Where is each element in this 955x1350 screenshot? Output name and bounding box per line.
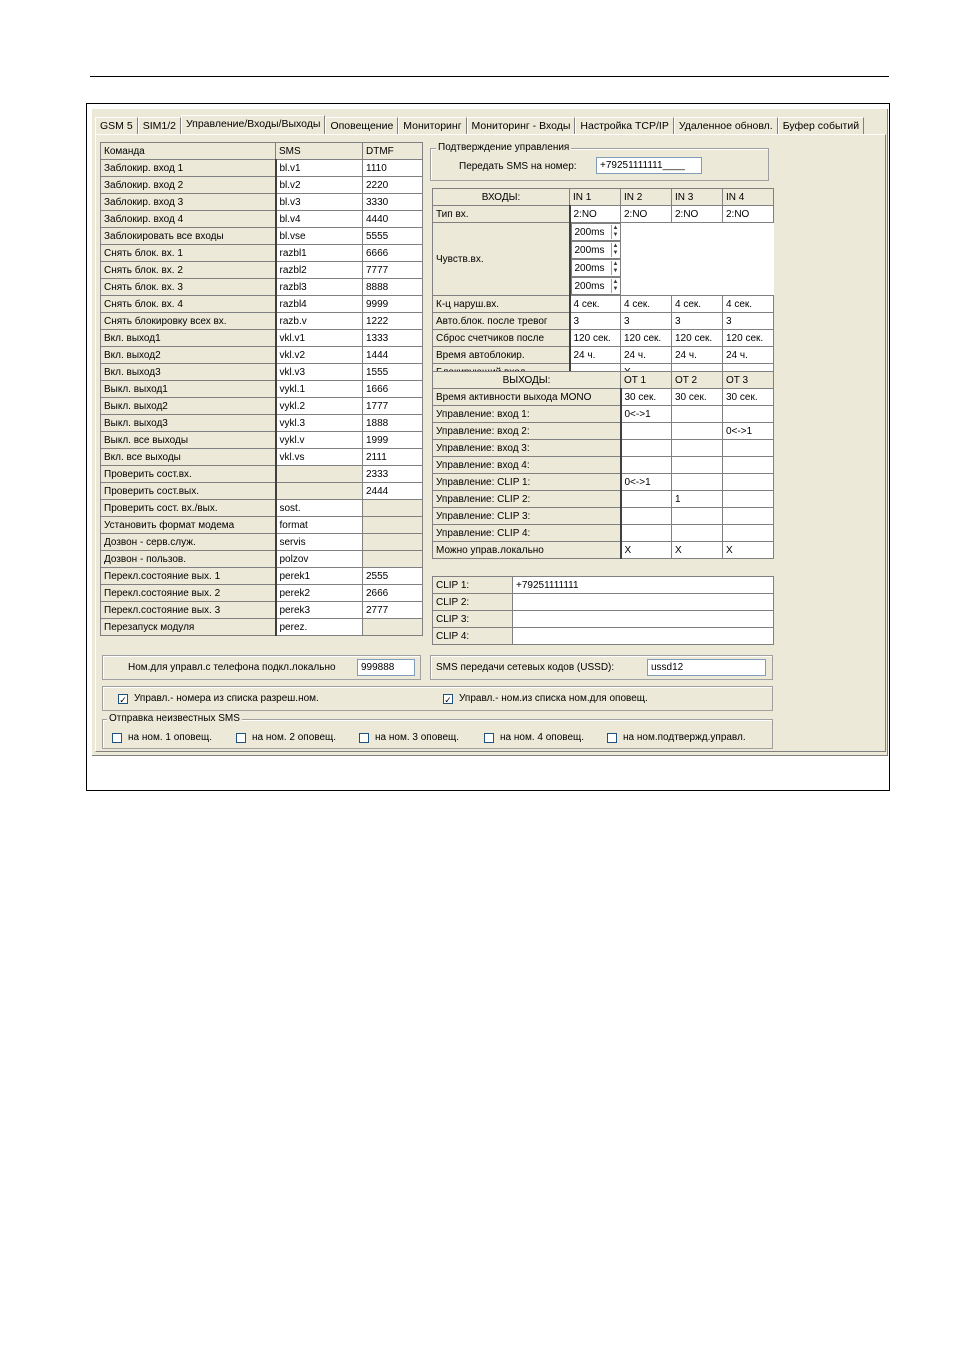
notify-list-checkbox[interactable] <box>443 693 648 704</box>
input-param-value[interactable]: 3 <box>621 313 672 330</box>
input-param-value[interactable]: 120 сек. <box>672 330 723 347</box>
command-dtmf-code[interactable]: 6666 <box>363 245 423 262</box>
command-name: Дозвон - пользов. <box>101 551 276 568</box>
command-name: Перекл.состояние вых. 1 <box>101 568 276 585</box>
input-param-value[interactable]: 3 <box>672 313 723 330</box>
command-dtmf-code[interactable]: 1777 <box>363 398 423 415</box>
outputs-header-ot1: OT 1 <box>621 372 672 389</box>
command-sms-code[interactable]: vykl.v <box>276 432 363 449</box>
table-row <box>101 262 423 279</box>
command-sms-code[interactable]: sost. <box>276 500 363 517</box>
tab-monitoring-inputs[interactable]: Мониторинг - Входы <box>467 117 576 134</box>
command-name: Установить формат модема <box>101 517 276 534</box>
output-param-value[interactable]: 0<->1 <box>621 406 672 423</box>
command-name: Заблокир. вход 1 <box>101 160 276 177</box>
command-dtmf-code[interactable]: 2777 <box>363 602 423 619</box>
table-row <box>101 228 423 245</box>
command-dtmf-code[interactable]: 3330 <box>363 194 423 211</box>
local-phone-group <box>102 655 421 680</box>
command-sms-code[interactable]: perek2 <box>276 585 363 602</box>
output-param-value[interactable] <box>723 457 774 474</box>
allowed-list-checkbox-label: Управл.- номера из списка разреш.ном. <box>134 693 319 704</box>
command-name: Выкл. выход2 <box>101 398 276 415</box>
outputs-table <box>432 371 774 559</box>
commands-table <box>100 142 423 636</box>
tab-monitoring[interactable]: Мониторинг <box>398 117 466 134</box>
command-sms-code[interactable]: servis <box>276 534 363 551</box>
command-name: Вкл. выход2 <box>101 347 276 364</box>
command-sms-code[interactable]: razbl2 <box>276 262 363 279</box>
table-row <box>433 330 774 347</box>
output-param-label: Можно управ.локально <box>433 542 621 559</box>
command-dtmf-code[interactable]: 1999 <box>363 432 423 449</box>
unknown-sms-option-label: на ном. 1 оповещ. <box>128 732 213 743</box>
table-row <box>101 211 423 228</box>
confirm-sms-label: Передать SMS на номер: <box>459 161 577 172</box>
tab-event-buffer[interactable]: Буфер событий <box>778 117 864 134</box>
command-sms-code[interactable]: bl.v4 <box>276 211 363 228</box>
table-row <box>101 585 423 602</box>
command-name: Вкл. все выходы <box>101 449 276 466</box>
table-row <box>433 406 774 423</box>
output-param-label: Время активности выхода MONO <box>433 389 621 406</box>
checkbox-box[interactable] <box>359 733 369 743</box>
command-sms-code[interactable]: razbl3 <box>276 279 363 296</box>
unknown-sms-option-label: на ном. 3 оповещ. <box>375 732 460 743</box>
table-row <box>433 542 774 559</box>
allowed-list-checkbox[interactable] <box>118 693 319 704</box>
table-row <box>433 474 774 491</box>
table-row <box>101 296 423 313</box>
table-row <box>433 525 774 542</box>
input-param-value[interactable]: 24 ч. <box>723 347 774 364</box>
table-row <box>101 500 423 517</box>
input-sensitivity-value: 200ms <box>574 226 605 238</box>
clip-number-input[interactable] <box>513 628 774 645</box>
output-param-label: Управление: вход 3: <box>433 440 621 457</box>
spin-arrows-icon[interactable]: ▲ ▼ <box>611 243 620 257</box>
checkbox-box[interactable] <box>236 733 246 743</box>
input-param-value[interactable]: 120 сек. <box>570 330 621 347</box>
output-param-label: Управление: вход 2: <box>433 423 621 440</box>
command-sms-code[interactable]: polzov <box>276 551 363 568</box>
unknown-sms-option-checkbox[interactable] <box>484 732 584 743</box>
outputs-header-ot3: OT 3 <box>723 372 774 389</box>
input-param-label: Тип вх. <box>433 206 570 223</box>
table-row <box>101 449 423 466</box>
local-phone-input[interactable]: 999888 <box>357 659 415 676</box>
input-sensitivity-value: 200ms <box>574 244 605 256</box>
input-param-label: К-ц наруш.вх. <box>433 296 570 313</box>
commands-header-dtmf: DTMF <box>363 143 423 160</box>
input-param-label: Авто.блок. после тревог <box>433 313 570 330</box>
output-param-value[interactable] <box>672 457 723 474</box>
input-param-value[interactable]: 2:NO <box>672 206 723 223</box>
command-name: Снять блокировку всех вх. <box>101 313 276 330</box>
command-sms-code[interactable] <box>276 466 363 483</box>
output-param-value[interactable] <box>621 508 672 525</box>
command-sms-code[interactable]: vykl.2 <box>276 398 363 415</box>
command-name: Проверить сост.вых. <box>101 483 276 500</box>
table-row <box>433 611 774 628</box>
input-sensitivity-spinner[interactable] <box>571 259 621 277</box>
input-param-value[interactable]: 4 сек. <box>621 296 672 313</box>
command-sms-code[interactable]: perek1 <box>276 568 363 585</box>
table-row <box>101 534 423 551</box>
table-row <box>101 177 423 194</box>
command-dtmf-code[interactable]: 1888 <box>363 415 423 432</box>
output-param-value[interactable] <box>621 525 672 542</box>
command-dtmf-code[interactable]: 5555 <box>363 228 423 245</box>
checkbox-box[interactable] <box>112 733 122 743</box>
command-name: Перекл.состояние вых. 2 <box>101 585 276 602</box>
output-param-value[interactable]: 30 сек. <box>621 389 672 406</box>
command-dtmf-code[interactable]: 8888 <box>363 279 423 296</box>
input-param-label: Чувств.вх. <box>433 223 570 296</box>
command-dtmf-code[interactable] <box>363 534 423 551</box>
outputs-header-label: ВЫХОДЫ: <box>433 372 621 389</box>
tab-control-inputs-outputs[interactable]: Управление/Входы/Выходы <box>181 115 325 134</box>
table-row <box>101 194 423 211</box>
figure-frame <box>86 103 890 791</box>
command-dtmf-code[interactable]: 1222 <box>363 313 423 330</box>
checkbox-box[interactable] <box>484 733 494 743</box>
local-phone-label: Ном.для управл.с телефона подкл.локально <box>128 662 336 673</box>
command-sms-code[interactable]: razbl4 <box>276 296 363 313</box>
inputs-header-in3: IN 3 <box>672 189 723 206</box>
table-row <box>101 568 423 585</box>
command-dtmf-code[interactable]: 2111 <box>363 449 423 466</box>
input-param-value[interactable]: 4 сек. <box>723 296 774 313</box>
command-dtmf-code[interactable]: 1555 <box>363 364 423 381</box>
output-param-value[interactable] <box>621 457 672 474</box>
output-param-value[interactable] <box>723 491 774 508</box>
command-name: Перекл.состояние вых. 3 <box>101 602 276 619</box>
table-row <box>101 381 423 398</box>
output-param-label: Управление: CLIP 3: <box>433 508 621 525</box>
tab-notification[interactable]: Оповещение <box>325 117 398 134</box>
command-dtmf-code[interactable] <box>363 500 423 517</box>
clip-number-input[interactable]: +79251111111 <box>513 577 774 594</box>
table-row <box>433 491 774 508</box>
allowed-list-checkbox-box[interactable]: ✓ <box>119 694 127 705</box>
output-param-value[interactable]: X <box>672 542 723 559</box>
unknown-sms-option-checkbox[interactable] <box>112 732 212 743</box>
output-param-label: Управление: вход 1: <box>433 406 621 423</box>
ussd-input[interactable]: ussd12 <box>647 659 766 676</box>
input-param-value[interactable]: 24 ч. <box>570 347 621 364</box>
command-dtmf-code[interactable]: 4440 <box>363 211 423 228</box>
command-dtmf-code[interactable]: 1333 <box>363 330 423 347</box>
command-name: Вкл. выход1 <box>101 330 276 347</box>
clip-number-input[interactable] <box>513 594 774 611</box>
output-param-value[interactable]: 30 сек. <box>723 389 774 406</box>
table-row <box>433 313 774 330</box>
command-name: Заблокир. вход 2 <box>101 177 276 194</box>
input-param-value[interactable]: 120 сек. <box>621 330 672 347</box>
command-dtmf-code[interactable]: 2333 <box>363 466 423 483</box>
ussd-group <box>430 655 773 680</box>
output-param-value[interactable] <box>672 423 723 440</box>
clip-label: CLIP 3: <box>433 611 513 628</box>
table-row <box>101 619 423 636</box>
clip-label: CLIP 1: <box>433 577 513 594</box>
table-row <box>433 594 774 611</box>
commands-header-command: Команда <box>101 143 276 160</box>
settings-window <box>92 109 888 756</box>
inputs-header-in2: IN 2 <box>621 189 672 206</box>
input-param-label: Сброс счетчиков после <box>433 330 570 347</box>
unknown-sms-legend: Отправка неизвестных SMS <box>109 713 240 724</box>
table-row <box>433 628 774 645</box>
unknown-sms-option-label: на ном. 4 оповещ. <box>500 732 585 743</box>
unknown-sms-option-label: на ном. 2 оповещ. <box>252 732 337 743</box>
tab-bar <box>95 116 864 134</box>
command-dtmf-code[interactable] <box>363 551 423 568</box>
table-row <box>101 483 423 500</box>
command-name: Снять блок. вх. 1 <box>101 245 276 262</box>
table-row <box>101 398 423 415</box>
output-param-label: Управление: CLIP 1: <box>433 474 621 491</box>
command-sms-code[interactable]: perek3 <box>276 602 363 619</box>
table-row <box>101 279 423 296</box>
confirm-legend: Подтверждение управления <box>438 142 570 153</box>
input-param-value[interactable]: 3 <box>570 313 621 330</box>
table-row <box>101 602 423 619</box>
commands-header-sms: SMS <box>276 143 363 160</box>
input-param-value[interactable]: 24 ч. <box>621 347 672 364</box>
tab-remote-update[interactable]: Удаленное обновл. <box>674 117 778 134</box>
command-name: Проверить сост. вх./вых. <box>101 500 276 517</box>
command-sms-code[interactable]: bl.v3 <box>276 194 363 211</box>
ussd-label: SMS передачи сетевых кодов (USSD): <box>436 662 615 673</box>
table-row <box>101 364 423 381</box>
unknown-sms-group <box>102 713 773 749</box>
command-name: Заблокир. вход 4 <box>101 211 276 228</box>
inputs-header-in1: IN 1 <box>570 189 621 206</box>
inputs-header-label: ВХОДЫ: <box>433 189 570 206</box>
command-name: Снять блок. вх. 4 <box>101 296 276 313</box>
table-row <box>433 508 774 525</box>
input-param-label: Время автоблокир. <box>433 347 570 364</box>
output-param-value[interactable] <box>621 423 672 440</box>
command-name: Заблокировать все входы <box>101 228 276 245</box>
command-name: Выкл. все выходы <box>101 432 276 449</box>
command-dtmf-code[interactable]: 2555 <box>363 568 423 585</box>
clip-table <box>432 576 774 645</box>
command-name: Вкл. выход3 <box>101 364 276 381</box>
command-sms-code[interactable]: vkl.v1 <box>276 330 363 347</box>
confirm-sms-number-input[interactable]: +79251111111____ <box>596 157 702 174</box>
input-param-value[interactable]: 2:NO <box>723 206 774 223</box>
command-name: Дозвон - серв.служ. <box>101 534 276 551</box>
output-param-value[interactable] <box>723 474 774 491</box>
output-param-label: Управление: вход 4: <box>433 457 621 474</box>
inputs-header-in4: IN 4 <box>723 189 774 206</box>
unknown-sms-option-checkbox[interactable] <box>359 732 459 743</box>
input-param-value[interactable]: 3 <box>723 313 774 330</box>
output-param-value[interactable]: 30 сек. <box>672 389 723 406</box>
output-param-value[interactable] <box>723 440 774 457</box>
command-dtmf-code[interactable]: 1666 <box>363 381 423 398</box>
table-row <box>433 206 774 223</box>
clip-number-input[interactable] <box>513 611 774 628</box>
command-sms-code[interactable]: vkl.v3 <box>276 364 363 381</box>
unknown-sms-option-checkbox[interactable] <box>236 732 336 743</box>
command-name: Проверить сост.вх. <box>101 466 276 483</box>
commands-header-row <box>101 143 423 160</box>
unknown-sms-option-label: на ном.подтвержд.управл. <box>623 732 746 743</box>
table-row <box>433 389 774 406</box>
input-param-value[interactable]: 120 сек. <box>723 330 774 347</box>
table-row <box>433 577 774 594</box>
command-name: Выкл. выход3 <box>101 415 276 432</box>
outputs-header-ot2: OT 2 <box>672 372 723 389</box>
command-name: Снять блок. вх. 2 <box>101 262 276 279</box>
output-param-value[interactable]: X <box>723 542 774 559</box>
table-row <box>101 245 423 262</box>
command-sms-code[interactable]: vkl.v2 <box>276 347 363 364</box>
command-sms-code[interactable]: format <box>276 517 363 534</box>
notify-list-checkbox-box[interactable]: ✓ <box>444 694 452 705</box>
table-row <box>101 160 423 177</box>
input-sensitivity-spinner[interactable] <box>571 223 621 241</box>
command-sms-code[interactable]: bl.v2 <box>276 177 363 194</box>
clip-label: CLIP 2: <box>433 594 513 611</box>
output-param-label: Управление: CLIP 4: <box>433 525 621 542</box>
table-row <box>101 517 423 534</box>
input-param-value[interactable]: 2:NO <box>570 206 621 223</box>
outputs-header-row <box>433 372 774 389</box>
command-sms-code[interactable]: bl.v1 <box>276 160 363 177</box>
output-param-value[interactable] <box>672 474 723 491</box>
command-sms-code[interactable]: razbl1 <box>276 245 363 262</box>
input-sensitivity-value: 200ms <box>574 262 605 274</box>
tab-panel <box>95 134 886 752</box>
command-dtmf-code[interactable]: 7777 <box>363 262 423 279</box>
tab-gsm5[interactable]: GSM 5 <box>95 117 138 134</box>
control-permissions-group <box>102 686 773 711</box>
output-param-value[interactable] <box>621 440 672 457</box>
table-row <box>101 347 423 364</box>
output-param-value[interactable] <box>672 508 723 525</box>
input-param-value[interactable]: 4 сек. <box>672 296 723 313</box>
command-sms-code[interactable]: bl.vse <box>276 228 363 245</box>
confirm-group <box>430 142 769 181</box>
command-name: Перезапуск модуля <box>101 619 276 636</box>
output-param-value[interactable]: 0<->1 <box>621 474 672 491</box>
table-row <box>433 223 774 296</box>
table-row <box>433 440 774 457</box>
input-sensitivity-value: 200ms <box>574 280 605 292</box>
checkbox-box[interactable] <box>607 733 617 743</box>
page-top-rule <box>90 76 889 77</box>
output-param-label: Управление: CLIP 2: <box>433 491 621 508</box>
table-row <box>433 457 774 474</box>
inputs-header-row <box>433 189 774 206</box>
output-param-value[interactable] <box>672 406 723 423</box>
command-dtmf-code[interactable]: 9999 <box>363 296 423 313</box>
clip-label: CLIP 4: <box>433 628 513 645</box>
output-param-value[interactable] <box>672 440 723 457</box>
output-param-value[interactable] <box>723 406 774 423</box>
input-param-value[interactable]: 24 ч. <box>672 347 723 364</box>
table-row <box>101 415 423 432</box>
spin-arrows-icon[interactable]: ▲ ▼ <box>611 225 620 239</box>
command-sms-code[interactable] <box>276 483 363 500</box>
table-row <box>101 432 423 449</box>
table-row <box>101 330 423 347</box>
command-sms-code[interactable]: vykl.3 <box>276 415 363 432</box>
spin-arrows-icon[interactable]: ▲ ▼ <box>611 279 620 293</box>
command-sms-code[interactable]: razb.v <box>276 313 363 330</box>
command-sms-code[interactable]: perez. <box>276 619 363 636</box>
command-dtmf-code[interactable]: 2220 <box>363 177 423 194</box>
output-param-value[interactable]: 0<->1 <box>723 423 774 440</box>
table-row <box>433 423 774 440</box>
table-row <box>101 551 423 568</box>
output-param-value[interactable] <box>723 508 774 525</box>
notify-list-checkbox-label: Управл.- ном.из списка ном.для оповещ. <box>459 693 648 704</box>
command-dtmf-code[interactable]: 1110 <box>363 160 423 177</box>
spin-arrows-icon[interactable]: ▲ ▼ <box>611 261 620 275</box>
input-sensitivity-spinner[interactable] <box>571 241 621 259</box>
command-dtmf-code[interactable] <box>363 517 423 534</box>
input-param-value[interactable]: 2:NO <box>621 206 672 223</box>
command-dtmf-code[interactable]: 1444 <box>363 347 423 364</box>
output-param-value[interactable]: 1 <box>672 491 723 508</box>
command-dtmf-code[interactable] <box>363 619 423 636</box>
table-row <box>101 466 423 483</box>
input-sensitivity-spinner[interactable] <box>571 277 621 295</box>
command-name: Заблокир. вход 3 <box>101 194 276 211</box>
command-name: Снять блок. вх. 3 <box>101 279 276 296</box>
input-param-value[interactable]: 4 сек. <box>570 296 621 313</box>
tab-tcpip-settings[interactable]: Настройка TCP/IP <box>575 117 673 134</box>
tab-sim12[interactable]: SIM1/2 <box>138 117 181 134</box>
unknown-sms-option-checkbox[interactable] <box>607 732 746 743</box>
command-name: Выкл. выход1 <box>101 381 276 398</box>
output-param-value[interactable] <box>672 525 723 542</box>
table-row <box>433 347 774 364</box>
output-param-value[interactable] <box>621 491 672 508</box>
command-dtmf-code[interactable]: 2666 <box>363 585 423 602</box>
command-sms-code[interactable]: vkl.vs <box>276 449 363 466</box>
command-dtmf-code[interactable]: 2444 <box>363 483 423 500</box>
command-sms-code[interactable]: vykl.1 <box>276 381 363 398</box>
table-row <box>433 296 774 313</box>
output-param-value[interactable] <box>723 525 774 542</box>
table-row <box>101 313 423 330</box>
output-param-value[interactable]: X <box>621 542 672 559</box>
